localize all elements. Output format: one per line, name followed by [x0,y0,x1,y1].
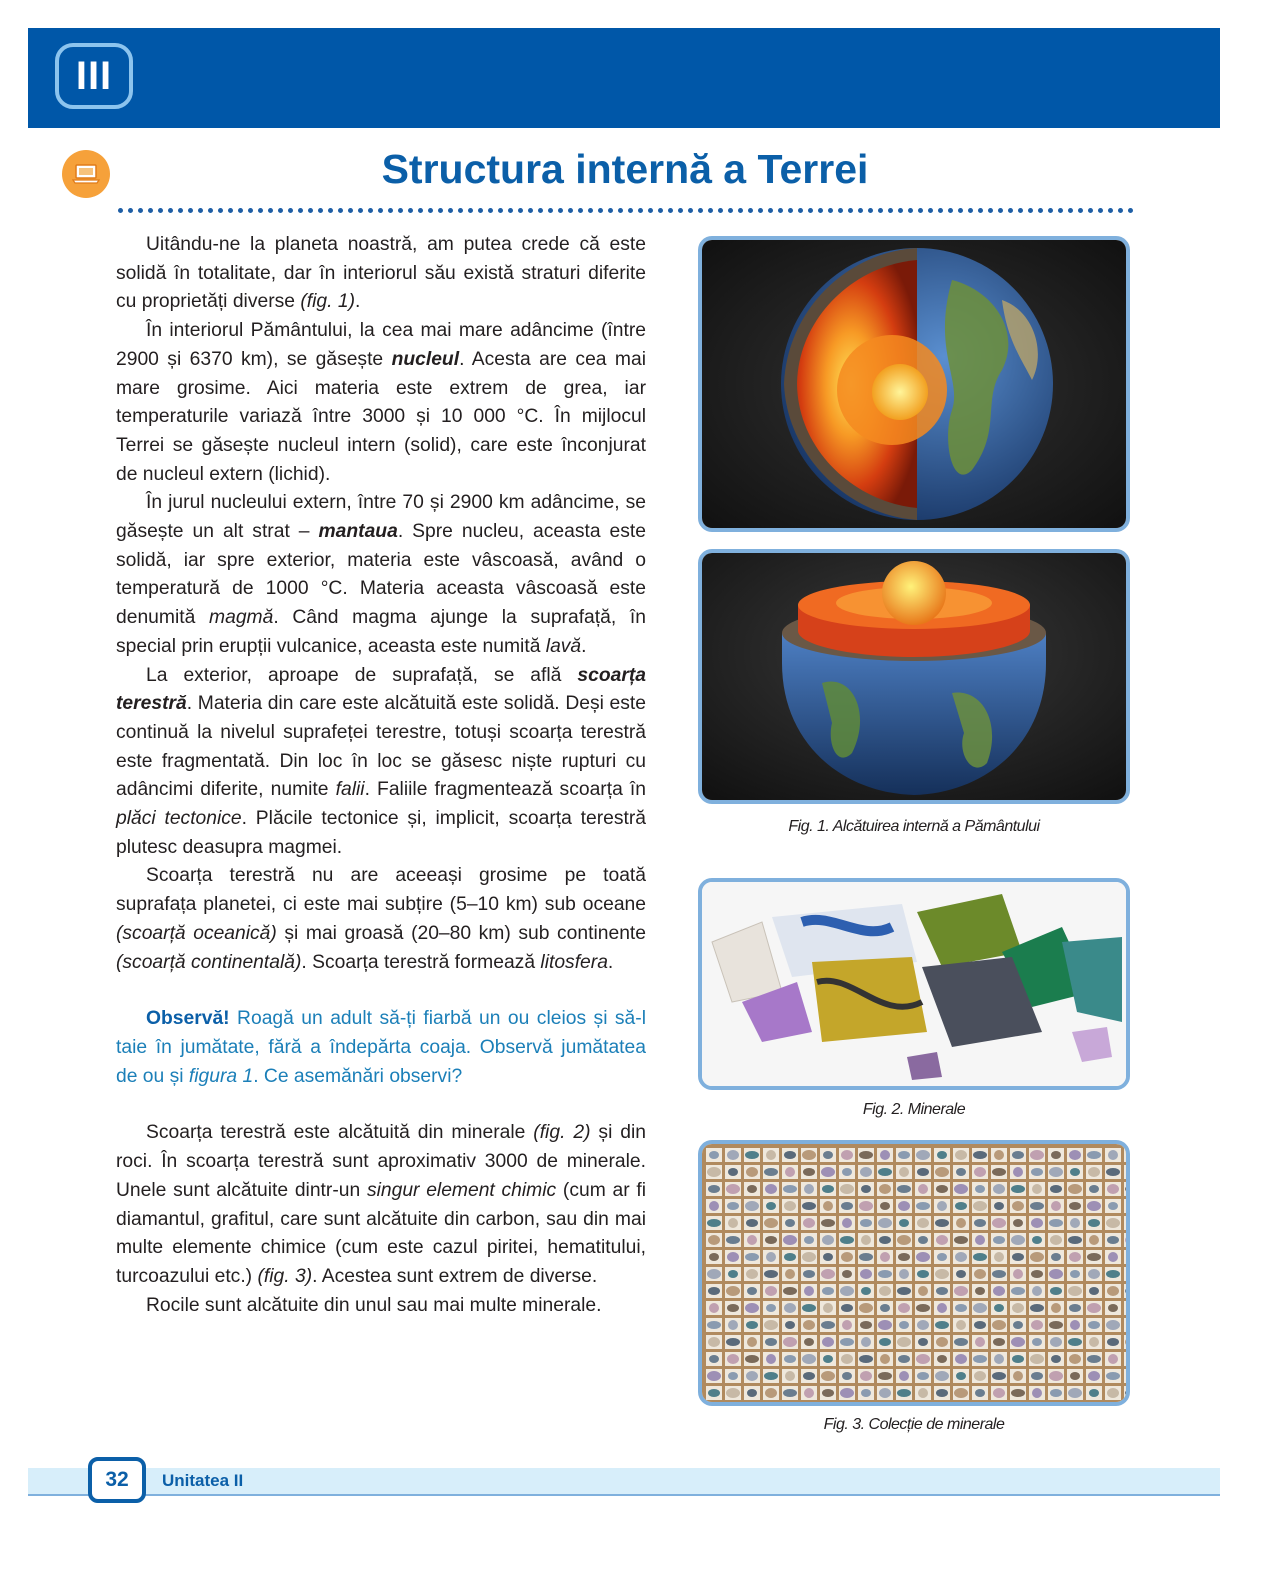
earth-layers-image [698,549,1130,804]
page-title: Structura internă a Terrei [381,146,869,192]
page-number: 32 [88,1457,146,1503]
laptop-icon [62,150,110,198]
figure-1-caption: Fig. 1. Alcătuirea internă a Pământului [788,818,1040,835]
earth-cutaway-image [698,236,1130,532]
paragraph-intro: Uitându-ne la planeta noastră, am putea crede că este solidă în totalitate, dar în interiorul său există straturi diferite cu proprietăți diverse (fig. 1). [116,234,646,313]
unit-label: Unitatea II [162,1471,244,1490]
unit-numeral-badge: III [55,43,133,109]
mineral-collection-image [698,1140,1130,1406]
paragraph-nucleus: În interiorul Pământului, la cea mai mare adâncime (între 2900 și 6370 km), se găsește nucleul. Acesta are cea mai mare grosime. Aici materia este extrem de grea, iar temperaturile variază între 3000 și 10 000 °C. În mijlocul Terrei se găsește nucleul intern (solid), care este înconjurat de nucleul extern (lichid). [116,320,646,485]
paragraph-rocks: Rocile sunt alcătuite din unul sau mai multe minerale. [146,1294,602,1316]
footer-line [28,1494,1220,1496]
paragraph-minerals: Scoarța terestră este alcătuită din minerale (fig. 2) și din roci. În scoarța terestră sunt aproximativ 3000 de minerale. Unele sunt alcătuite dintr-un singur element chimic (cum ar fi diamantul, grafitul, care sunt alcătuite din carbon, sau din mai multe elemente chimice (cum este cazul piritei, hematitului, turcoazului etc.) (fig. 3). Acestea sunt extrem de diverse. [116,1122,646,1287]
observe-activity: Observă! Roagă un adult să-ți fiarbă un ou cleios și să-l taie în jumătate, fără a îndepărta coaja. Observă jumătatea de ou și figura 1. Ce asemănări observi? [116,1008,646,1087]
minerals-image [698,878,1130,1090]
observe-label: Observă! [146,1008,230,1030]
title-divider [118,208,1134,213]
figure-3-caption: Fig. 3. Colecție de minerale [823,1416,1005,1433]
paragraph-crust: La exterior, aproape de suprafață, se află scoarța terestră. Materia din care este alcătuită este solidă. Deși este continuă la nivelul suprafeței terestre, totuși scoarța terestră este fragmentată. Din loc în loc se găsesc niște rupturi cu adâncimi diferite, numite falii. Faliile fragmentează scoarța în plăci tectonice. Plăcile tectonice și, implicit, scoarța terestră plutesc deasupra magmei. [116,664,646,858]
paragraph-crust-thickness: Scoarța terestră nu are aceeași grosime pe toată suprafața planetei, ci este mai subțire (5–10 km) sub oceane (scoarță oceanică) și mai groasă (20–80 km) sub continente (scoarță continentală). Scoarța terestră formează litosfera. [116,865,646,973]
body-text [116,231,646,1320]
unit-banner [28,28,1220,128]
figure-2-caption: Fig. 2. Minerale [862,1101,966,1118]
paragraph-mantle: În jurul nucleului extern, între 70 și 2900 km adâncime, se găsește un alt strat – mantaua. Spre nucleu, aceasta este solidă, iar spre exterior, materia este vâscoasă, având o temperatură de 1000 °C. Materia aceasta vâscoasă este denumită magmă. Când magma ajunge la suprafață, în special prin erupții vulcanice, aceasta este numită lavă. [116,492,646,657]
